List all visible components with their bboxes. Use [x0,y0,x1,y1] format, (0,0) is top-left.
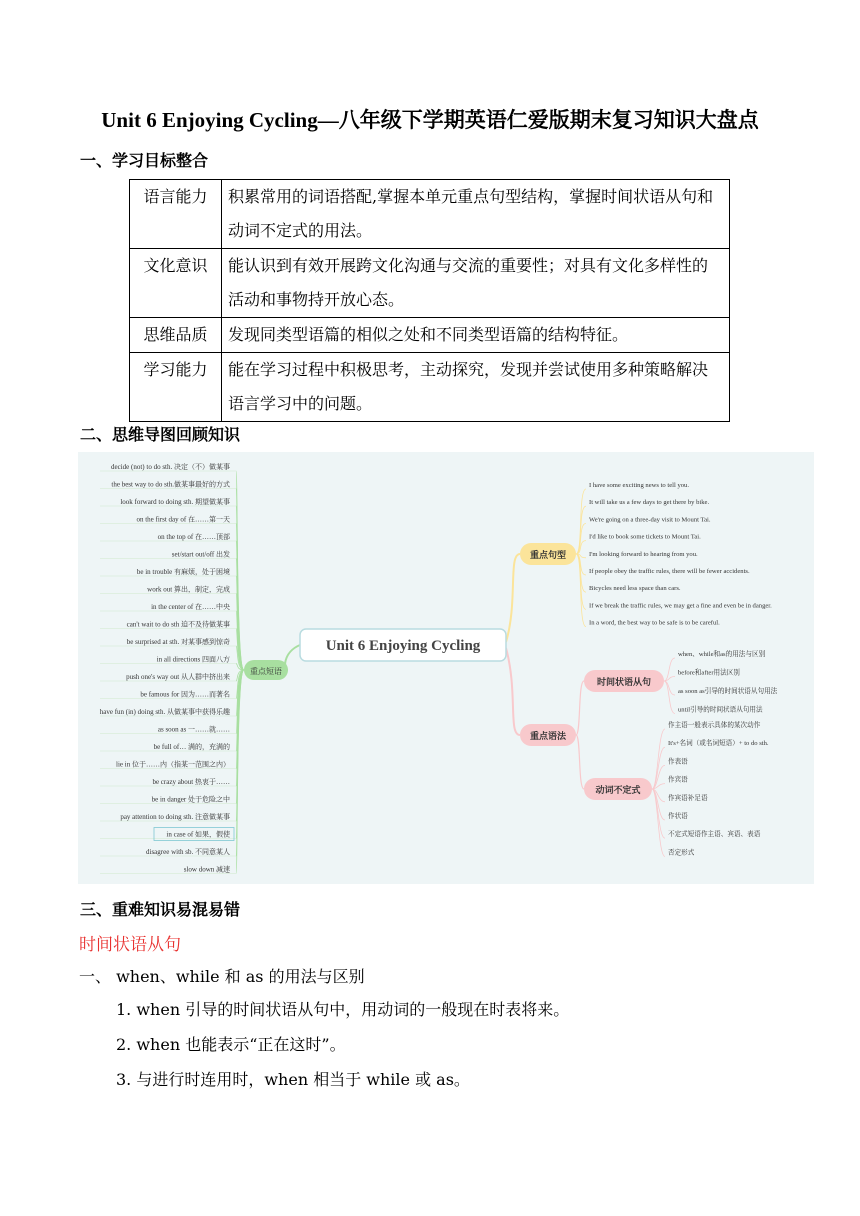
sentence-item: In a word, the best way to be safe is to be careful. [589,619,720,627]
clause-item: until引导的时间状语从句用法 [678,706,763,714]
phrase-item: be crazy about 热衷于…… [152,778,230,786]
page-title: Unit 6 Enjoying Cycling—八年级下学期英语仁爱版期末复习知识大盘点 [101,108,759,132]
mind-map-canvas [78,452,814,884]
infinitive-item: 否定形式 [668,849,695,857]
phrase-item: in the center of 在……中央 [151,603,230,611]
infinitive-item: 作状语 [668,813,688,820]
infinitive-item: 作宾语补足语 [668,794,708,802]
infinitive-item: 不定式短语作主语、宾语、表语 [668,831,761,839]
grammar-line: 1. when 引导的时间状语从句中，用动词的一般现在时表将来。 [116,1000,570,1019]
clause-item: when、while和as的用法与区别 [678,651,766,658]
grammar-line: 3. 与进行时连用时，when 相当于 while 或 as。 [116,1070,470,1089]
grammar-line: 一、 when、while 和 as 的用法与区别 [79,967,365,986]
table-row [130,249,730,318]
sentence-item: I'm looking forward to hearing from you. [589,550,698,558]
phrase-item: in case of 如果，假使 [166,830,230,839]
phrase-item: work out 算出，制定，完成 [147,585,230,594]
sentence-item: It will take us a few days to get there by bike. [589,499,710,507]
goal-value: 能在学习过程中积极思考，主动探究，发现并尝试使用多种策略解决语言学习中的问题。 [222,353,730,422]
table-row [130,353,730,422]
infinitive-item: 作表语 [668,758,688,766]
infinitive-item: It's+名词（或名词短语）+ to do sth. [668,740,769,748]
phrase-item: be full of… 满的，充满的 [153,743,230,751]
clause-node-label: 时间状语从句 [596,678,652,688]
infinitive-node-label: 动词不定式 [595,786,641,796]
phrase-item: be surprised at sth. 对某事感到惊奇 [126,638,230,646]
goal-key: 思维品质 [130,318,222,353]
phrase-item: slow down 减速 [183,865,230,874]
goals-table [129,179,730,422]
phrase-item: the best way to do sth.做某事最好的方式 [111,480,230,489]
sentence-item: If we break the traffic rules, we may get a fine and even be in danger. [589,602,772,610]
goal-key: 学习能力 [130,353,222,422]
phrase-item: set/start out/off 出发 [171,550,230,559]
phrase-item: as soon as 一……就…… [157,725,230,734]
sentences-node-label: 重点句型 [529,551,567,561]
grammar-heading: 时间状语从句 [79,935,181,955]
phrase-item: disagree with sb. 不同意某人 [146,848,230,856]
table-row [130,180,730,249]
section-heading-mindmap: 二、思维导图回顾知识 [80,425,241,444]
sentence-item: We're going on a three-day visit to Mount Tai. [589,516,711,524]
sentence-item: I have some exciting news to tell you. [589,482,689,489]
phrase-item: look forward to doing sth. 期望做某事 [120,498,230,506]
sentence-item: If people obey the traffic rules, there will be fewer accidents. [589,568,750,575]
clause-item: as soon as引导的时间状语从句用法 [678,688,778,695]
goal-key: 语言能力 [130,180,222,249]
phrase-item: on the first day of 在……第一天 [136,515,230,524]
phrase-item: in all directions 四面八方 [156,655,230,664]
infinitive-item: 作主语一般表示具体的某次动作 [668,722,761,729]
section-heading-difficulties: 三、重难知识易混易错 [80,900,241,919]
section-heading-goals: 一、学习目标整合 [80,151,209,170]
goal-value: 能认识到有效开展跨文化沟通与交流的重要性；对具有文化多样性的活动和事物持开放心态。 [222,249,730,318]
clause-item: before和after用法区别 [678,669,740,677]
sentence-item: Bicycles need less space than cars. [589,585,681,593]
grammar-node-label: 重点语法 [529,732,567,742]
goal-key: 文化意识 [130,249,222,318]
phrase-item: on the top of 在……顶部 [157,533,230,541]
phrase-item: lie in 位于……内（指某一范围之内） [116,760,230,769]
sentence-item: I'd like to book some tickets to Mount Tai. [589,533,701,541]
phrase-item: be famous for 因为……而著名 [140,690,230,699]
infinitive-item: 作宾语 [668,776,688,784]
phrase-item: push one's way out 从人群中挤出来 [126,673,230,681]
grammar-line: 2. when 也能表示“正在这时”。 [116,1035,346,1054]
phrase-item: pay attention to doing sth. 注意做某事 [120,813,230,821]
phrase-item: decide (not) to do sth. 决定（不）做某事 [111,463,230,471]
phrase-item: can't wait to do sth 迫不及待做某事 [126,620,230,629]
goal-value: 发现同类型语篇的相似之处和不同类型语篇的结构特征。 [222,318,730,353]
phrase-item: be in trouble 有麻烦，处于困境 [136,568,230,576]
phrases-node-label: 重点短语 [250,667,282,676]
goal-value: 积累常用的词语搭配,掌握本单元重点句型结构，掌握时间状语从句和动词不定式的用法。 [222,180,730,249]
mind-map [78,452,814,884]
center-node-label: Unit 6 Enjoying Cycling [325,638,481,654]
phrase-item: have fun (in) doing sth. 从做某事中获得乐趣 [99,708,230,716]
phrase-item: be in danger 处于危险之中 [151,795,230,804]
table-row [130,318,730,353]
